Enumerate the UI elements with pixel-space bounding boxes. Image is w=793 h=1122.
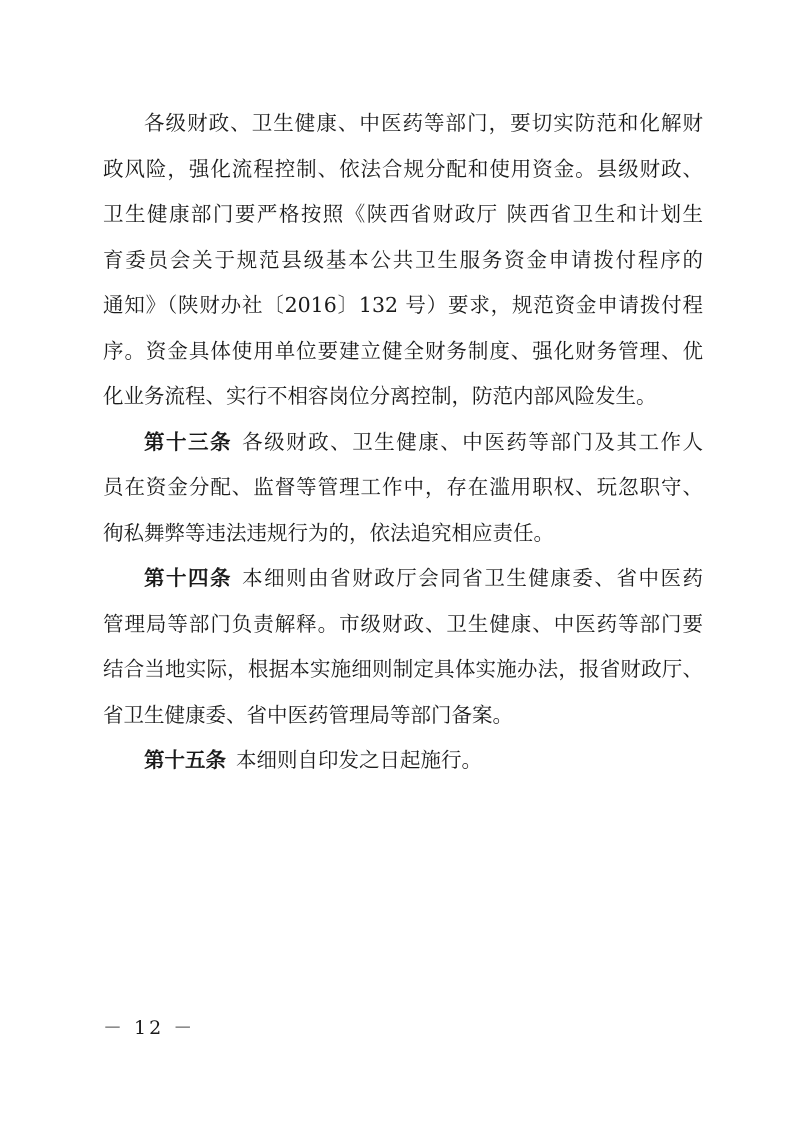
article-14 (103, 556, 703, 738)
text-line: 省卫生健康委、省中医药管理局等部门备案。 (103, 702, 513, 727)
text-line: 管理局等部门负责解释。市级财政、卫生健康、中医药等部门要 (103, 611, 703, 636)
text-line (103, 738, 703, 784)
paragraph-funding-risk (103, 101, 703, 420)
text-fragment: 本细则自印发之日起施行。 (236, 748, 482, 772)
text-line: 各级财政、卫生健康、中医药等部门，要切实防范和化解财 (144, 111, 703, 135)
page-number: － 12 － (103, 1017, 196, 1039)
article-heading: 第十三条 (144, 429, 233, 454)
text-line: 卫生健康部门要严格按照《陕西省财政厅 陕西省卫生和计划生 (103, 202, 703, 226)
article-15 (103, 738, 703, 784)
text-line: 育委员会关于规范县级基本公共卫生服务资金申请拨付程序的 (103, 247, 703, 272)
article-heading: 第十五条 (144, 748, 226, 772)
text-line: 通知》（陕财办社〔2016〕132 号）要求，规范资金申请拨付程 (103, 293, 703, 317)
text-line: 政风险，强化流程控制、依法合规分配和使用资金。县级财政、 (103, 156, 703, 181)
text-line: 序。资金具体使用单位要建立健全财务制度、强化财务管理、优 (103, 338, 703, 363)
text-line (103, 556, 703, 602)
document-body (103, 101, 703, 784)
text-fragment: 本细则由省财政厅会同省卫生健康委、省中医药 (242, 566, 704, 590)
text-fragment: 各级财政、卫生健康、中医药等部门及其工作人 (242, 429, 704, 454)
text-line: 徇私舞弊等违法违规行为的，依法追究相应责任。 (103, 520, 554, 545)
article-heading: 第十四条 (144, 566, 233, 590)
text-line (103, 420, 703, 466)
article-13 (103, 420, 703, 557)
text-line: 员在资金分配、监督等管理工作中，存在滥用职权、玩忽职守、 (103, 475, 703, 499)
text-line: 结合当地实际，根据本实施细则制定具体实施办法，报省财政厅、 (103, 657, 703, 681)
text-line: 化业务流程、实行不相容岗位分离控制，防范内部风险发生。 (103, 384, 657, 408)
